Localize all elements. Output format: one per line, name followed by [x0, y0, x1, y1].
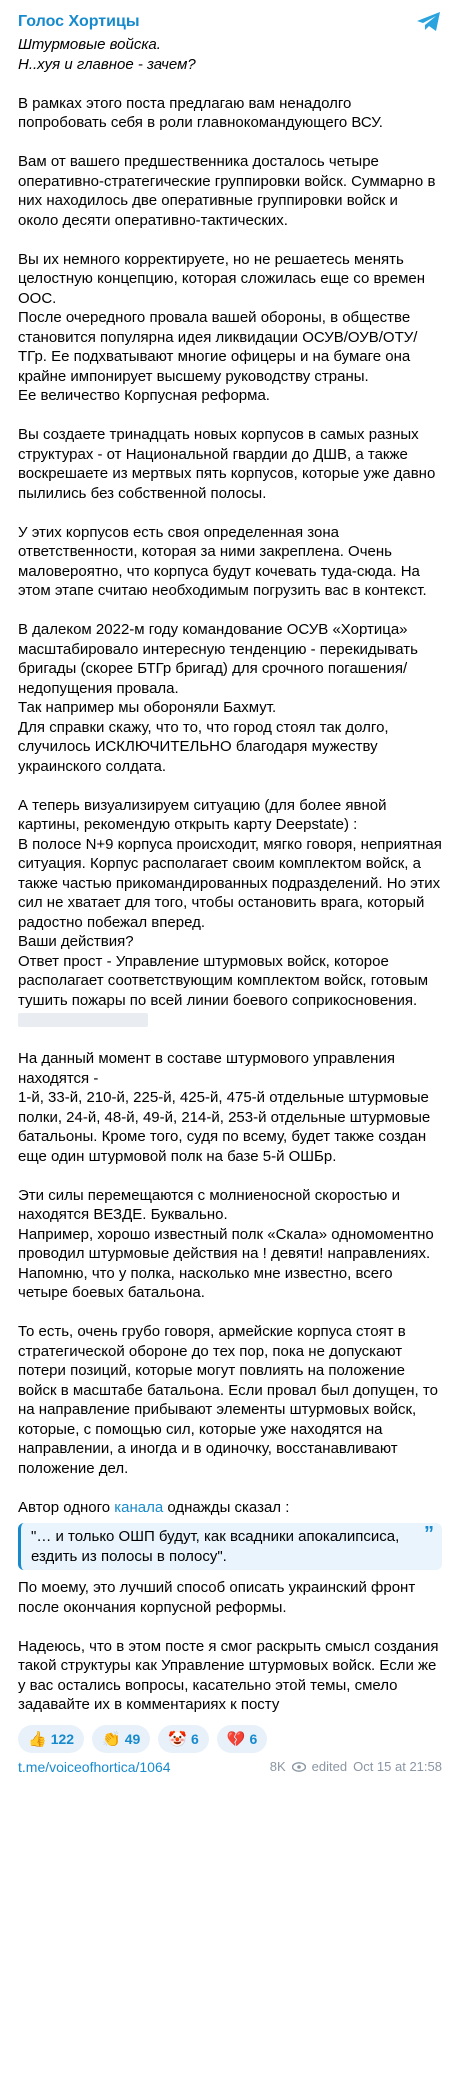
reaction-clapping[interactable] [92, 1725, 150, 1753]
quote-text: "… и только ОШП будут, как всадники апокалипсиса, ездить из полосы в полосу". [31, 1528, 400, 1565]
reaction-clown[interactable] [158, 1725, 208, 1753]
reaction-count: 49 [124, 1730, 141, 1747]
reactions-bar [18, 1725, 442, 1753]
views-count: 8K [269, 1759, 286, 1774]
spoiler-block[interactable] [18, 1013, 148, 1027]
text-line: То есть, очень грубо говоря, армейские корпуса стоят в стратегической обороне до тех пор, пока не допускают потери позиций, которые могут повлиять на положение войск в масштабе батальона. Если провал был допущен, то на направление прибывают элементы штурмовых войск, которые, с помощью сил, которые уже находятся на направлении, а иногда и в одиночку, восстанавливают положение дел. [18, 1323, 438, 1477]
channel-name[interactable]: Голос Хортицы [18, 13, 140, 30]
reaction-broken-heart[interactable] [217, 1725, 267, 1753]
paragraph [18, 1322, 442, 1478]
paragraph [18, 94, 442, 133]
reaction-count: 122 [50, 1730, 75, 1747]
text-line: После очередного провала вашей обороны, в обществе становится популярна идея ликвидации ОСУВ/ОУВ/ОТУ/ТГр. Ее подхватывают многие офицеры и на бумаге она крайне импонирует высшему руководству страны. [18, 309, 418, 385]
thumbs-up-icon: 👍 [28, 1729, 47, 1748]
text-line: Вы их немного корректируете, но не решаетесь менять целостную концепцию, которая сложилась еще со времен ООС. [18, 250, 426, 307]
paragraph: По моему, это лучший способ описать украинский фронт после окончания корпусной реформы. [18, 1579, 416, 1616]
text-line: В далеком 2022-м году командование ОСУВ «Хортица» масштабировало интересную тенденцию - перекидывать бригады (скорее БТГр бригад) для срочного погашения/недопущения провала. [18, 621, 418, 697]
author-text: однажды сказал : [163, 1498, 290, 1516]
paragraph [18, 425, 442, 503]
paragraph: Надеюсь, что в этом посте я смог раскрыть смысл создания такой структуры как Управление штурмовых войск. Если же у вас остались вопросы, касательно этой темы, смело задавайте их в комментариях к посту [18, 1637, 439, 1713]
post-header [18, 12, 442, 32]
reaction-count: 6 [191, 1730, 199, 1747]
eye-icon [292, 1762, 306, 1772]
paragraph [18, 1049, 442, 1166]
post-title [18, 35, 442, 74]
title-line: Штурмовые войска. [18, 36, 161, 53]
text-line: 1-й, 33-й, 210-й, 225-й, 425-й, 475-й отдельные штурмовые полки, 24-й, 48-й, 49-й, 214-й, 253-й отдельные штурмовые батальоны. Кроме того, судя по всему, будет также создан еще один штурмовой полк на базе 5-й ОШБр. [18, 1089, 431, 1165]
edited-label: edited [311, 1759, 348, 1774]
text-line: Ваши действия? [18, 933, 134, 950]
post-footer [18, 1759, 442, 1775]
paragraph [18, 523, 442, 601]
text-line: Вам от вашего предшественника досталось четыре оперативно-стратегические группировки войск. Суммарно в них находилось две оперативные группировки войск и около десяти оперативно-тактических. [18, 153, 436, 229]
text-line: У этих корпусов есть своя определенная зона ответственности, которая за ними закреплена. Очень маловероятно, что корпуса будут кочевать туда-сюда. На этом этапе считаю необходимым погрузить вас в контекст. [18, 523, 427, 599]
author-text: Автор одного [18, 1498, 115, 1516]
quote-icon: ” [424, 1523, 434, 1545]
clapping-icon: 👏 [102, 1729, 121, 1748]
paragraph [18, 796, 442, 1011]
text-line: На данный момент в составе штурмового управления находятся - [18, 1050, 395, 1087]
paragraph [18, 1186, 442, 1303]
channel-link[interactable]: канала [114, 1498, 164, 1516]
text-line: Ответ прост - Управление штурмовых войск, которое располагает соответствующим комплектом войск, готовым тушить пожары по всей линии боевого соприкосновения. [18, 952, 429, 1009]
post-link[interactable]: t.me/voiceofhortica/1064 [18, 1758, 171, 1775]
text-line: Ее величество Корпусная реформа. [18, 387, 270, 404]
paragraph [18, 250, 442, 406]
post-meta [270, 1759, 442, 1774]
text-line: Так например мы обороняли Бахмут. [18, 699, 277, 716]
post-date: Oct 15 at 21:58 [353, 1759, 442, 1774]
text-line: Эти силы перемещаются с молниеносной скоростью и находятся ВЕЗДЕ. Буквально. [18, 1186, 400, 1223]
paragraph [18, 620, 442, 776]
text-line: В рамках этого поста предлагаю вам ненадолго попробовать себя в роли главнокомандующего ВСУ. [18, 94, 383, 131]
telegram-icon[interactable] [416, 11, 442, 33]
paragraph [18, 152, 442, 230]
post-body [18, 35, 442, 1715]
author-line [18, 1498, 442, 1518]
title-line: Н..хуя и главное - зачем? [18, 55, 196, 73]
blockquote [18, 1523, 442, 1570]
text-line: В полосе N+9 корпуса происходит, мягко говоря, неприятная ситуация. Корпус располагает своим комплектом войск, а также частью прикомандированных подразделений. Но этих сил не хватает для того, чтобы остановить врага, который радостно побежал вперед. [18, 835, 442, 931]
reaction-thumbs-up[interactable] [18, 1725, 84, 1753]
reaction-count: 6 [249, 1730, 258, 1747]
text-line: Для справки скажу, что то, что город стоял так долго, случилось ИСКЛЮЧИТЕЛЬНО благодаря мужеству украинского солдата. [18, 718, 389, 775]
broken-heart-icon: 💔 [226, 1729, 246, 1748]
text-line: Вы создаете тринадцать новых корпусов в самых разных структурах - от Национальной гвардии до ДШВ, а также воскрешаете из мертвых пять корпусов, которые уже давно пылились без собственной полосы. [18, 426, 436, 502]
text-line: Например, хорошо известный полк «Скала» одномоментно проводил штурмовые действия на ! девяти! направлениях. Напомню, что у полка, насколько мне известно, всего четыре боевых батальона. [18, 1225, 434, 1301]
text-line: А теперь визуализируем ситуацию (для более явной картины, рекомендую открыть карту Deepstate) : [18, 796, 387, 833]
clown-icon: 🤡 [168, 1729, 187, 1748]
